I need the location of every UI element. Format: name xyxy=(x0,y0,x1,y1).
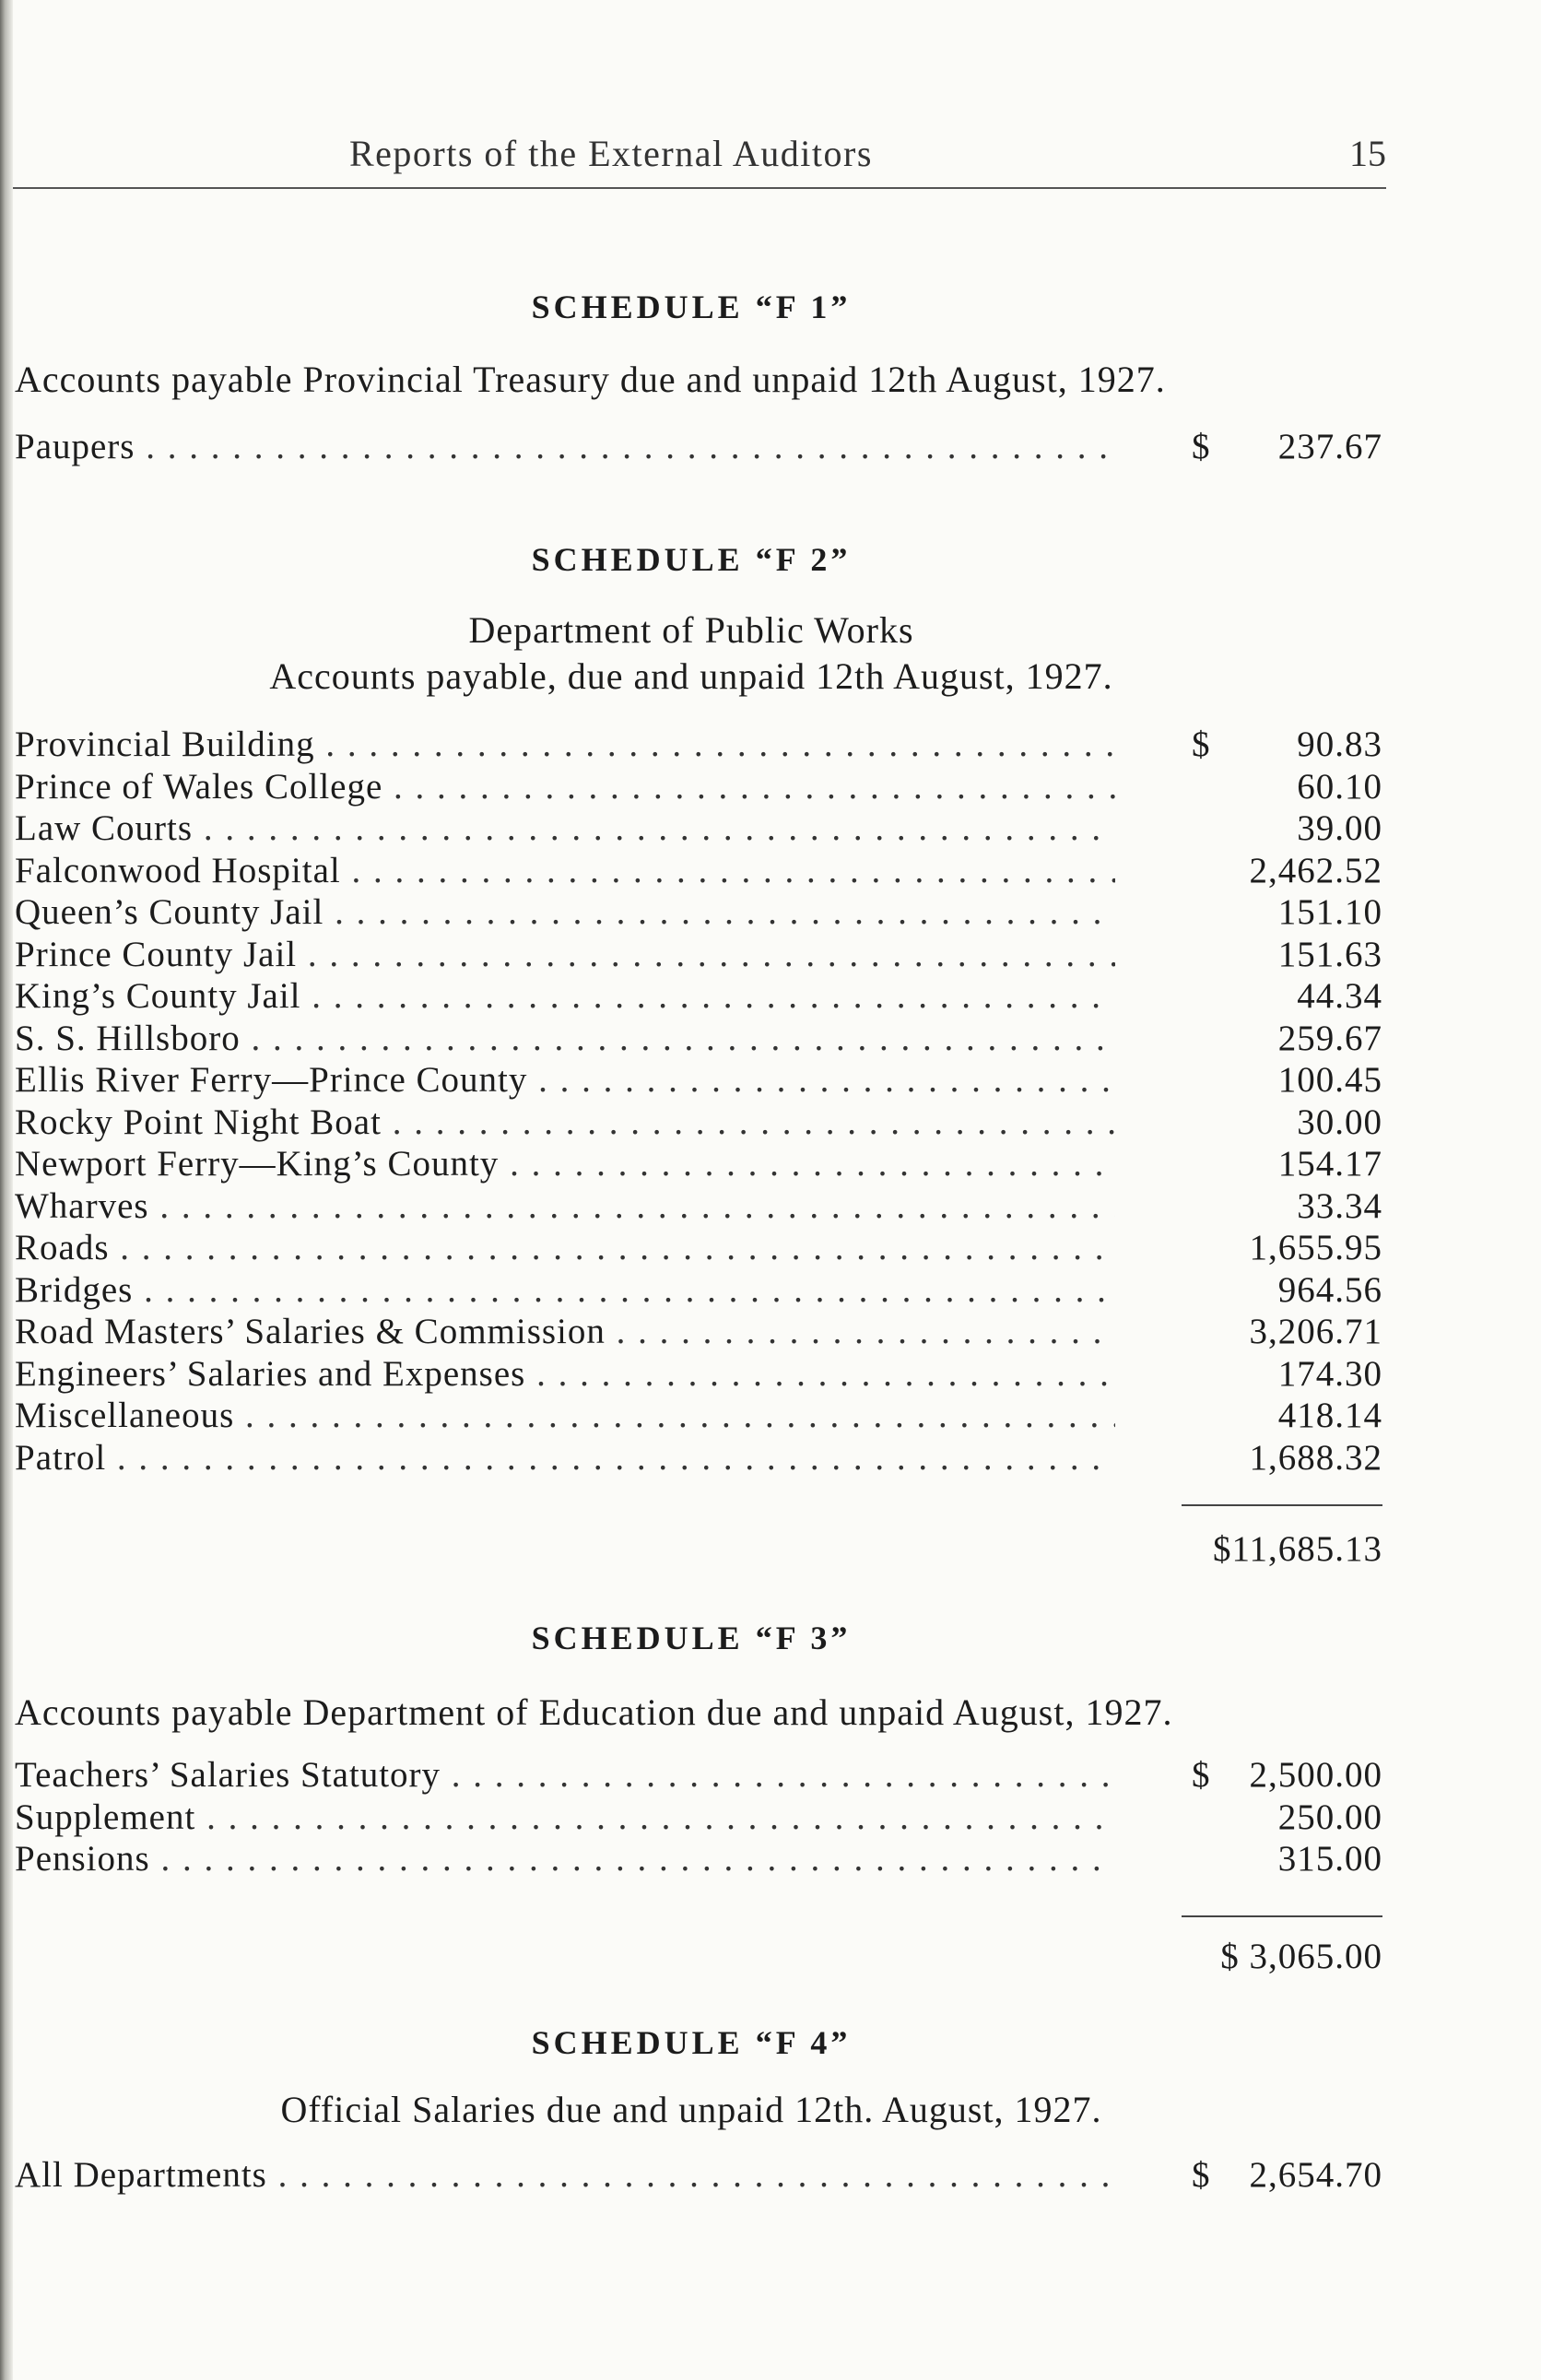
ledger-row-currency: $ xyxy=(1192,1755,1210,1795)
ledger-row-label: Law Courts . . . xyxy=(15,807,1115,850)
ledger-row-amount: 3,206.71 xyxy=(1249,1312,1382,1351)
ledger-row-label: All Departments . . . xyxy=(15,2154,1115,2197)
schedule-f2-caption: Accounts payable, due and unpaid 12th August, 1927. xyxy=(269,655,1113,697)
ledger-row xyxy=(15,1838,1382,1880)
ledger-row xyxy=(15,1227,1382,1269)
schedule-f3-total: $ 3,065.00 xyxy=(1220,1937,1382,1976)
ledger-row-amount: 44.34 xyxy=(1297,976,1382,1016)
ledger-row xyxy=(15,1311,1382,1353)
ledger-row-label: Bridges . . . xyxy=(15,1269,1115,1312)
schedule-f3-ledger xyxy=(15,1754,1382,1880)
ledger-row xyxy=(15,1018,1382,1060)
ledger-row-amount: 174.30 xyxy=(1277,1353,1382,1394)
ledger-row-currency: $ xyxy=(1192,427,1210,466)
schedule-f2-total: $11,685.13 xyxy=(1212,1529,1382,1569)
ledger-row-amount: 30.00 xyxy=(1297,1102,1382,1142)
ledger-row xyxy=(15,2154,1382,2197)
ledger-row-currency: $ xyxy=(1192,725,1210,764)
ledger-row-label: Provincial Building . . . xyxy=(15,724,1115,766)
ledger-row-label: Pensions . . . xyxy=(15,1838,1115,1880)
ledger-row-label: Queen’s County Jail . . . xyxy=(15,891,1115,934)
ledger-row-amount: 1,688.32 xyxy=(1249,1437,1382,1478)
ledger-row-amount: 418.14 xyxy=(1277,1396,1382,1435)
ledger-row-amount: 964.56 xyxy=(1277,1269,1382,1310)
ledger-row-label: Falconwood Hospital . . . xyxy=(15,850,1115,892)
page-header xyxy=(13,132,1386,189)
ledger-row xyxy=(15,1395,1382,1437)
ledger-row-amount: 151.10 xyxy=(1277,892,1382,932)
ledger-row-currency: $ xyxy=(1192,2155,1210,2195)
ledger-row-label: S. S. Hillsboro . . . xyxy=(15,1018,1115,1060)
ledger-row-label: Newport Ferry—King’s County . . . xyxy=(15,1143,1115,1185)
ledger-row-label: Supplement . . . xyxy=(15,1797,1115,1839)
schedule-f2-ledger xyxy=(15,724,1382,1479)
schedule-f3-heading: SCHEDULE “F 3” xyxy=(531,1620,852,1656)
ledger-row xyxy=(15,1437,1382,1479)
schedule-f4-ledger xyxy=(15,2154,1382,2197)
ledger-row xyxy=(15,766,1382,808)
ledger-row-amount: 2,654.70 xyxy=(1249,2155,1382,2195)
ledger-row-amount: 60.10 xyxy=(1297,766,1382,807)
ledger-row-label: Miscellaneous . . . xyxy=(15,1395,1115,1437)
ledger-row-label: Rocky Point Night Boat . . . xyxy=(15,1102,1115,1144)
ledger-row xyxy=(15,1185,1382,1228)
ledger-row xyxy=(15,1754,1382,1797)
ledger-row-label: Paupers . . . xyxy=(15,426,1115,468)
ledger-row xyxy=(15,724,1382,766)
ledger-row-label: Patrol . . . xyxy=(15,1437,1115,1479)
ledger-row xyxy=(15,850,1382,892)
ledger-row-label: Prince County Jail . . . xyxy=(15,934,1115,976)
schedule-f1-intro: Accounts payable Provincial Treasury due and unpaid 12th August, 1927. xyxy=(15,359,1166,400)
schedule-f1-heading: SCHEDULE “F 1” xyxy=(531,289,852,325)
ledger-row-amount: 100.45 xyxy=(1277,1060,1382,1100)
ledger-row xyxy=(15,1797,1382,1839)
ledger-row-amount: 1,655.95 xyxy=(1249,1228,1382,1267)
ledger-row-label: Wharves . . . xyxy=(15,1185,1115,1228)
ledger-row-label: Prince of Wales College . . . xyxy=(15,766,1115,808)
ledger-row-label: Ellis River Ferry—Prince County . . . xyxy=(15,1059,1115,1102)
ledger-row xyxy=(15,975,1382,1018)
ledger-row xyxy=(15,1353,1382,1396)
ledger-row-amount: 315.00 xyxy=(1277,1839,1382,1879)
schedule-f4-heading: SCHEDULE “F 4” xyxy=(531,2024,852,2061)
schedule-f2-department: Department of Public Works xyxy=(468,609,914,651)
ledger-row-amount: 39.00 xyxy=(1297,808,1382,848)
ledger-row xyxy=(15,426,1382,468)
ledger-row-amount: 90.83 xyxy=(1297,725,1382,764)
ledger-row xyxy=(15,1059,1382,1102)
schedule-f2-total-rule xyxy=(1182,1504,1382,1506)
ledger-row-label: Road Masters’ Salaries & Commission . . . xyxy=(15,1311,1115,1353)
ledger-row-amount: 2,500.00 xyxy=(1249,1755,1382,1795)
ledger-row xyxy=(15,1269,1382,1312)
ledger-row-amount: 250.00 xyxy=(1277,1797,1382,1837)
ledger-row xyxy=(15,1143,1382,1185)
ledger-row-label: Roads . . . xyxy=(15,1227,1115,1269)
schedule-f1-ledger xyxy=(15,426,1382,468)
ledger-row-label: King’s County Jail . . . xyxy=(15,975,1115,1018)
ledger-row-label: Teachers’ Salaries Statutory . . . xyxy=(15,1754,1115,1797)
ledger-row-amount: 151.63 xyxy=(1277,934,1382,974)
ledger-row-amount: 237.67 xyxy=(1277,427,1382,466)
schedule-f3-total-rule xyxy=(1182,1915,1382,1917)
ledger-row-amount: 259.67 xyxy=(1277,1018,1382,1058)
running-title: Reports of the External Auditors xyxy=(349,133,873,174)
ledger-row xyxy=(15,934,1382,976)
ledger-row-amount: 33.34 xyxy=(1297,1185,1382,1226)
schedule-f3-intro: Accounts payable Department of Education due and unpaid August, 1927. xyxy=(15,1691,1173,1733)
ledger-row xyxy=(15,807,1382,850)
ledger-row xyxy=(15,1102,1382,1144)
ledger-row xyxy=(15,891,1382,934)
ledger-row-amount: 2,462.52 xyxy=(1249,850,1382,890)
schedule-f2-heading: SCHEDULE “F 2” xyxy=(531,541,852,578)
schedule-f4-intro: Official Salaries due and unpaid 12th. August, 1927. xyxy=(280,2089,1102,2130)
ledger-row-label: Engineers’ Salaries and Expenses . . . xyxy=(15,1353,1115,1396)
ledger-row-amount: 154.17 xyxy=(1277,1144,1382,1184)
page-number: 15 xyxy=(1349,133,1386,174)
